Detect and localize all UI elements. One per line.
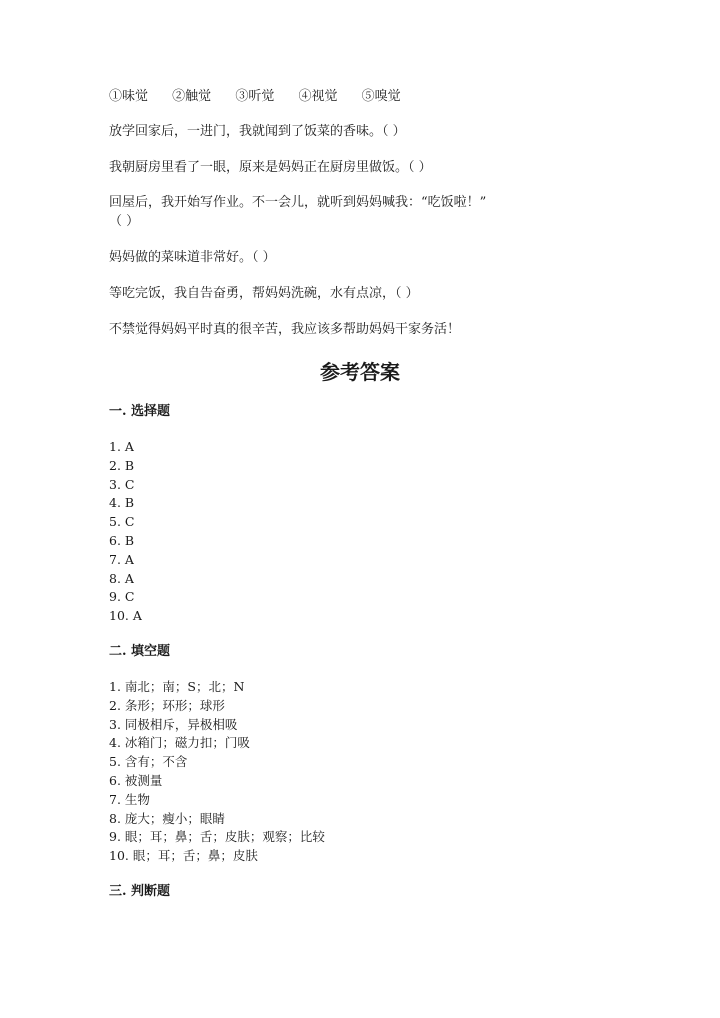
option-taste: ①味觉 — [109, 89, 149, 104]
list-item: 1. 南北；南；S；北；N — [109, 679, 245, 694]
list-item: 9. 眼；耳；鼻；舌；皮肤；观察；比较 — [109, 829, 325, 845]
option-sight: ④视觉 — [298, 89, 338, 104]
list-item: 2. 条形；环形；球形 — [109, 697, 225, 713]
list-item: 3. C — [109, 476, 135, 492]
list-item: 5. C — [109, 514, 135, 530]
sense-options — [109, 89, 421, 105]
passage-line-5: 等吃完饭，我自告奋勇，帮妈妈洗碗，水有点凉，（ ） — [109, 286, 419, 301]
section-heading-judgement: 三. 判断题 — [109, 884, 171, 899]
section-heading-choice: 一. 选择题 — [109, 404, 171, 419]
choice-answers-list — [109, 438, 142, 626]
list-item: 4. B — [109, 495, 135, 511]
list-item: 4. 冰箱门；磁力扣；门吸 — [109, 735, 250, 751]
list-item: 8. A — [109, 570, 134, 586]
list-item: 10. A — [109, 608, 142, 624]
passage-line-3-blank: （ ） — [109, 214, 140, 229]
passage-line-1: 放学回家后，一进门，我就闻到了饭菜的香味。（ ） — [109, 124, 406, 139]
list-item: 9. C — [109, 589, 135, 605]
passage-line-3: 回屋后，我开始写作业。不一会儿，就听到妈妈喊我：“吃饭啦！” — [109, 195, 487, 210]
list-item: 10. 眼；耳；舌；鼻；皮肤 — [109, 848, 258, 864]
list-item: 3. 同极相斥，异极相吸 — [109, 716, 238, 732]
list-item: 7. 生物 — [109, 791, 150, 807]
passage-line-4: 妈妈做的菜味道非常好。（ ） — [109, 250, 276, 265]
option-smell: ⑤嗅觉 — [361, 89, 401, 104]
list-item: 7. A — [109, 551, 134, 567]
list-item: 6. 被测量 — [109, 772, 163, 788]
option-touch: ②触觉 — [172, 89, 212, 104]
passage-line-6: 不禁觉得妈妈平时真的很辛苦，我应该多帮助妈妈干家务活！ — [109, 322, 461, 337]
option-hearing: ③听觉 — [235, 89, 275, 104]
list-item: 1. A — [109, 439, 134, 454]
list-item: 2. B — [109, 457, 135, 473]
list-item: 8. 庞大；瘦小；眼睛 — [109, 810, 225, 826]
section-heading-fill: 二. 填空题 — [109, 644, 171, 659]
list-item: 6. B — [109, 532, 135, 548]
answer-key-title: 参考答案 — [320, 360, 400, 384]
list-item: 5. 含有；不含 — [109, 754, 188, 770]
fill-answers-list — [109, 678, 325, 866]
passage-line-2: 我朝厨房里看了一眼，原来是妈妈正在厨房里做饭。（ ） — [109, 160, 432, 175]
